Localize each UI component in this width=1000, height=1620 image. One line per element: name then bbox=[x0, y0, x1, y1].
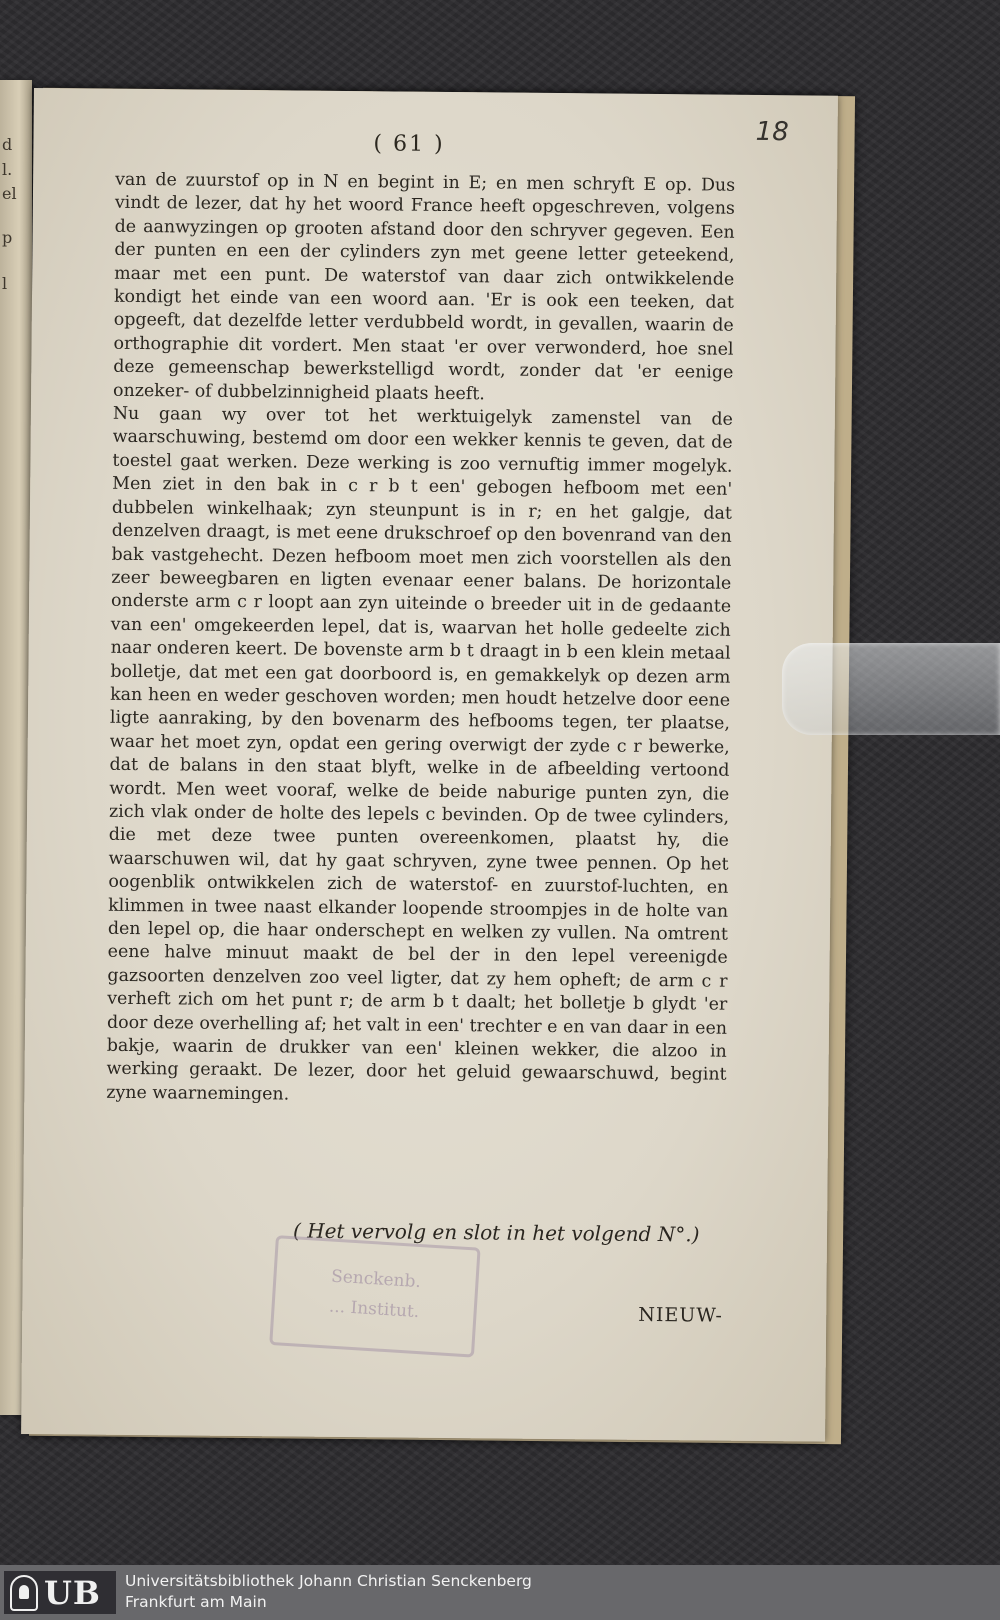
transparent-page-holder bbox=[782, 643, 1000, 735]
prev-page-fragment: l bbox=[2, 274, 8, 293]
prev-page-fragment: p bbox=[2, 228, 13, 247]
library-stamp bbox=[269, 1235, 480, 1357]
library-name[interactable] bbox=[125, 1571, 532, 1613]
paragraph: van de zuurstof op in N en begint in E; en men schryft E op. Dus vindt de lezer, dat hy het woord France heeft opgeschreven, volgens de aanwyzingen op grooten afstand door den schryver gegeven. Een der punten en een der cylinders zyn met geene letter geteekend, maar met een punt. De waterstof van daar zich ontwikkelende kondigt het einde van een woord aan. 'Er is ook een teeken, dat opgeeft, dat dezelfde letter verdubbeld wordt, in gevallen, waarin de orthographie dit vordert. Men staat 'er over verwonderd, hoe snel deze gemeenschap bewerkstelligd wordt, zonder dat 'er eenige onzeker- of dubbelzinnigheid plaats heeft. bbox=[113, 169, 736, 404]
prev-page-fragment: l. bbox=[2, 160, 13, 179]
paragraph: Nu gaan wy over tot het werktuigelyk zamenstel van de waarschuwing, bestemd om door een wekker kennis te geven, dat de toestel gaat werken. Deze werking is zoo vernuftig immer mogelyk. Men ziet in den bak in c r b t een' gebogen hefboom met een' dubbelen winkelhaak; zyn steunpunt is in r; en het galgje, dat denzelven draagt, is met eene drukschroef op den bovenrand van den bak vastgehecht. Dezen hefboom moet men zich voorstellen als den zeer beweegbaren en ligten evenaar eener balans. De horizontale onderste arm c r loopt aan zyn uiteinde o breeder uit in de gedaante van een' omgekeerden lepel, dat is, waarvan het holle gedeelte zich naar onderen keert. De bovenste arm b t draagt in b een klein metaal bolletje, dat met een gat doorboord is, en gemakkelyk op dezen arm kan heen en weder geschoven worden; men houdt hetzelve door eene ligte aanraking, by den bovenarm des hefbooms tegen, ter plaatse, waar het moet zyn, opdat een gering overwigt der zyde c r bewerke, dat de balans in den staat blyft, welke in de afbeelding vertoond wordt. Men weet vooraf, welke de beide naburige punten zyn, die zich vlak onder de holte des lepels c bevinden. Op de twee cylinders, die met deze twee punten overeenkomen, plaatst hy, die waarschuwen wil, dat hy gaat schryven, zyne twee pennen. Op het oogenblik ontwikkelen zich de waterstof- en zuurstof-luchten, en klimmen in twee naast elkander loopende stroompjes in de holte van den lepel op, die haar onderschept en welken zy vullen. Na omtrent eene halve minuut maakt de bel der in den lepel vereenigde gazsoorten denzelven zoo veel ligter, dat zy hem opheft; de arm c r verheft zich om het punt r; de arm b t daalt; het bolletje b glydt 'er door deze overhelling af; het valt in een' trechter e en van daar in een bakje, waarin de drukker van een' kleinen wekker, die alzoo in werking geraakt. De lezer, door het geluid gewaarschuwd, begint zyne waarnemingen. bbox=[106, 403, 733, 1105]
book-page bbox=[21, 88, 838, 1442]
library-location-line: Frankfurt am Main bbox=[125, 1593, 267, 1611]
ub-logo-text: UB bbox=[44, 1573, 101, 1612]
library-name-line: Universitätsbibliothek Johann Christian Senckenberg bbox=[125, 1572, 532, 1590]
seal-icon bbox=[10, 1575, 38, 1611]
prev-page-fragment: d bbox=[2, 135, 13, 154]
handwritten-archive-mark: 18 bbox=[755, 116, 789, 148]
page-body-text bbox=[106, 169, 735, 1111]
continuation-note: ( Het vervolg en slot in het volgend N°.) bbox=[292, 1218, 700, 1247]
catchword: NIEUW- bbox=[638, 1303, 723, 1327]
stamp-line: ... Institut. bbox=[328, 1296, 420, 1323]
stamp-line: Senckenb. bbox=[330, 1266, 422, 1293]
footer-bar bbox=[0, 1565, 1000, 1620]
prev-page-fragment: el bbox=[2, 184, 17, 203]
ub-logo[interactable] bbox=[4, 1571, 116, 1614]
page-number: ( 61 ) bbox=[373, 131, 445, 157]
